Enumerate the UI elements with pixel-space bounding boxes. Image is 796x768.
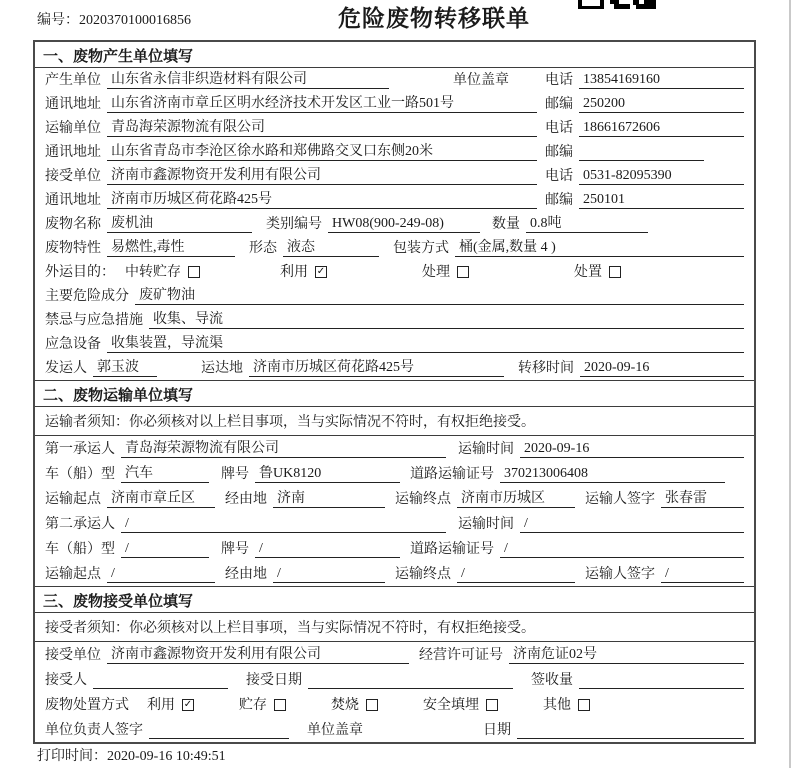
section-producer xyxy=(35,42,754,380)
field-label: 单位盖章 xyxy=(307,723,363,738)
field-value: 山东省永信非织造材料有限公司 xyxy=(107,68,389,89)
field-value: / xyxy=(520,516,744,533)
row-vehicle-1 xyxy=(35,461,754,486)
field-label: 经由地 xyxy=(225,567,267,582)
row-producer-unit xyxy=(35,68,754,92)
field-value: 桶(金属,数量 4 ) xyxy=(455,236,744,257)
field-value: 2020-09-16 xyxy=(520,441,744,458)
doc-number-value: 2020370100016856 xyxy=(79,13,191,28)
checkbox-icon xyxy=(274,699,286,711)
row-producer-address xyxy=(35,92,754,116)
field-value: 废机油 xyxy=(107,212,252,233)
row-vehicle-2 xyxy=(35,536,754,561)
field-label: 废物特性 xyxy=(45,241,101,256)
checkbox-icon: ✓ xyxy=(316,266,326,277)
field-value: 张春雷 xyxy=(661,487,744,508)
field-value: 济南市历城区 xyxy=(457,487,575,508)
row-waste-name xyxy=(35,212,754,236)
field-label: 单位负责人签字 xyxy=(45,723,143,738)
field-value xyxy=(517,723,744,739)
field-label: 禁忌与应急措施 xyxy=(45,313,143,328)
field-value: 0.8吨 xyxy=(526,212,648,233)
field-value: / xyxy=(457,566,575,583)
print-time xyxy=(37,745,226,765)
field-value: 青岛海荣源物流有限公司 xyxy=(107,116,537,137)
checkbox-label: 处理 xyxy=(422,265,450,280)
field-label: 邮编 xyxy=(545,193,573,208)
field-label: 运输人签字 xyxy=(585,492,655,507)
print-time-value: 2020-09-16 10:49:51 xyxy=(107,749,226,764)
row-receive-person xyxy=(35,667,754,692)
field-value: 济南市鑫源物资开发利用有限公司 xyxy=(107,164,537,185)
checkbox-option xyxy=(543,694,590,714)
field-label: 车（船）型 xyxy=(45,467,115,482)
checkbox-label: 其他 xyxy=(543,698,571,713)
field-value: 收集装置，导流渠 xyxy=(107,332,744,353)
document-header xyxy=(0,0,796,38)
field-value: 2020-09-16 xyxy=(580,360,744,377)
row-disposal-method xyxy=(35,692,754,717)
field-value: 废矿物油 xyxy=(135,284,744,305)
field-value: 易燃性,毒性 xyxy=(107,236,235,257)
checkbox-option xyxy=(574,261,621,281)
field-value: / xyxy=(273,566,385,583)
row-hazard-components xyxy=(35,284,754,308)
checkbox-option xyxy=(239,694,286,714)
checkbox-label: 处置 xyxy=(574,265,602,280)
checkbox-label: 中转贮存 xyxy=(125,265,181,280)
checkbox-label: 安全填埋 xyxy=(423,698,479,713)
notice-text: 运输者须知：你必须核对以上栏目事项，当与实际情况不符时，有权拒绝接受。 xyxy=(35,407,754,436)
row-receiver-unit xyxy=(35,164,754,188)
checkbox-icon xyxy=(457,266,469,278)
field-value: 山东省济南市章丘区明水经济技术开发区工业一路501号 xyxy=(107,92,537,113)
field-value: 250101 xyxy=(579,192,744,209)
checkbox-label: 利用 xyxy=(280,265,308,280)
field-value: 250200 xyxy=(579,96,744,113)
field-label: 通讯地址 xyxy=(45,145,101,160)
row-second-carrier xyxy=(35,511,754,536)
checkbox-option xyxy=(147,694,194,714)
field-label: 道路运输证号 xyxy=(410,467,494,482)
field-value: 0531-82095390 xyxy=(579,168,744,185)
field-label: 车（船）型 xyxy=(45,542,115,557)
row-transfer-purpose xyxy=(35,260,754,284)
row-receiver-address xyxy=(35,188,754,212)
field-value: 山东省青岛市李沧区徐水路和郑佛路交叉口东侧20米 xyxy=(107,140,537,161)
field-value: / xyxy=(121,541,209,558)
field-value: 收集、导流 xyxy=(149,308,744,329)
field-label: 通讯地址 xyxy=(45,193,101,208)
field-value: 济南市鑫源物资开发利用有限公司 xyxy=(107,643,409,664)
section-receiver xyxy=(35,586,754,742)
field-label: 牌号 xyxy=(221,542,249,557)
field-label: 主要危险成分 xyxy=(45,289,129,304)
field-value: 济南市章丘区 xyxy=(107,487,215,508)
field-label: 废物名称 xyxy=(45,217,101,232)
field-value: / xyxy=(255,541,400,558)
field-label: 单位盖章 xyxy=(453,73,509,88)
field-value: 18661672606 xyxy=(579,120,744,137)
field-value xyxy=(579,145,704,161)
field-label: 经由地 xyxy=(225,492,267,507)
manifest-table xyxy=(33,40,756,744)
checkbox-option xyxy=(422,261,469,281)
row-transporter-address xyxy=(35,140,754,164)
field-label: 类别编号 xyxy=(266,217,322,232)
field-label: 形态 xyxy=(249,241,277,256)
checkbox-icon: ✓ xyxy=(183,699,193,710)
field-label: 运输单位 xyxy=(45,121,101,136)
field-label: 运达地 xyxy=(201,361,243,376)
field-label: 电话 xyxy=(545,121,573,136)
field-value: / xyxy=(121,516,446,533)
section-3-title: 三、废物接受单位填写 xyxy=(35,587,754,613)
field-value: 液态 xyxy=(283,236,379,257)
field-label: 接受单位 xyxy=(45,169,101,184)
row-first-carrier xyxy=(35,436,754,461)
page-right-edge xyxy=(789,0,791,768)
page-title: 危险废物转移联单 xyxy=(338,5,530,31)
field-value xyxy=(149,723,289,739)
field-value: / xyxy=(661,566,744,583)
field-value: 郭玉波 xyxy=(93,356,157,377)
field-value: 青岛海荣源物流有限公司 xyxy=(121,437,446,458)
field-label: 电话 xyxy=(545,73,573,88)
field-label: 废物处置方式 xyxy=(45,698,129,713)
field-label: 接受日期 xyxy=(246,673,302,688)
field-value: / xyxy=(500,541,744,558)
field-label: 道路运输证号 xyxy=(410,542,494,557)
row-receive-unit xyxy=(35,642,754,667)
row-route-2 xyxy=(35,561,754,586)
field-label: 日期 xyxy=(483,723,511,738)
row-route-1 xyxy=(35,486,754,511)
field-value: 13854169160 xyxy=(579,72,744,89)
field-label: 运输终点 xyxy=(395,567,451,582)
field-label: 第二承运人 xyxy=(45,517,115,532)
checkbox-option xyxy=(423,694,498,714)
field-label: 邮编 xyxy=(545,97,573,112)
notice-text: 接受者须知：你必须核对以上栏目事项，当与实际情况不符时，有权拒绝接受。 xyxy=(35,613,754,642)
section-2-title: 二、废物运输单位填写 xyxy=(35,381,754,407)
row-transporter-unit xyxy=(35,116,754,140)
field-label: 运输起点 xyxy=(45,567,101,582)
field-value: 鲁UK8120 xyxy=(255,462,400,483)
checkbox-label: 焚烧 xyxy=(331,698,359,713)
field-value: 汽车 xyxy=(121,462,209,483)
section-transporter xyxy=(35,380,754,586)
field-label: 电话 xyxy=(545,169,573,184)
field-value: HW08(900-249-08) xyxy=(328,216,480,233)
checkbox-option xyxy=(125,261,200,281)
field-label: 应急设备 xyxy=(45,337,101,352)
field-label: 运输时间 xyxy=(458,442,514,457)
row-responsible-sign xyxy=(35,717,754,742)
field-label: 邮编 xyxy=(545,145,573,160)
field-value xyxy=(579,673,744,689)
field-label: 发运人 xyxy=(45,361,87,376)
field-label: 签收量 xyxy=(531,673,573,688)
field-value xyxy=(93,673,228,689)
field-value: 370213006408 xyxy=(500,466,725,483)
field-label: 产生单位 xyxy=(45,73,101,88)
field-value: 济南 xyxy=(273,487,385,508)
print-time-label: 打印时间： xyxy=(37,749,107,764)
field-value: / xyxy=(107,566,215,583)
checkbox-option xyxy=(280,261,327,281)
checkbox-label: 利用 xyxy=(147,698,175,713)
field-label: 包装方式 xyxy=(393,241,449,256)
field-label: 通讯地址 xyxy=(45,97,101,112)
field-label: 运输人签字 xyxy=(585,567,655,582)
row-waste-traits xyxy=(35,236,754,260)
field-label: 牌号 xyxy=(221,467,249,482)
field-label: 数量 xyxy=(492,217,520,232)
checkbox-option xyxy=(331,694,378,714)
checkbox-icon xyxy=(188,266,200,278)
doc-number-label: 编号： xyxy=(37,13,79,28)
field-label: 运输时间 xyxy=(458,517,514,532)
checkbox-icon xyxy=(609,266,621,278)
row-taboo-measures xyxy=(35,308,754,332)
field-value: 济南危证02号 xyxy=(509,643,744,664)
field-value: 济南市历城区荷花路425号 xyxy=(249,356,504,377)
field-value xyxy=(308,673,513,689)
field-label: 接受人 xyxy=(45,673,87,688)
checkbox-icon xyxy=(486,699,498,711)
field-label: 接受单位 xyxy=(45,648,101,663)
field-label: 第一承运人 xyxy=(45,442,115,457)
row-emergency-equipment xyxy=(35,332,754,356)
checkbox-icon xyxy=(366,699,378,711)
field-label: 转移时间 xyxy=(518,361,574,376)
field-label: 经营许可证号 xyxy=(419,648,503,663)
field-value: 济南市历城区荷花路425号 xyxy=(107,188,537,209)
row-dispatch xyxy=(35,356,754,380)
doc-number xyxy=(37,9,191,29)
section-1-title: 一、废物产生单位填写 xyxy=(35,42,754,68)
field-label: 外运目的： xyxy=(45,265,115,280)
checkbox-label: 贮存 xyxy=(239,698,267,713)
checkbox-icon xyxy=(578,699,590,711)
field-label: 运输起点 xyxy=(45,492,101,507)
field-label: 运输终点 xyxy=(395,492,451,507)
